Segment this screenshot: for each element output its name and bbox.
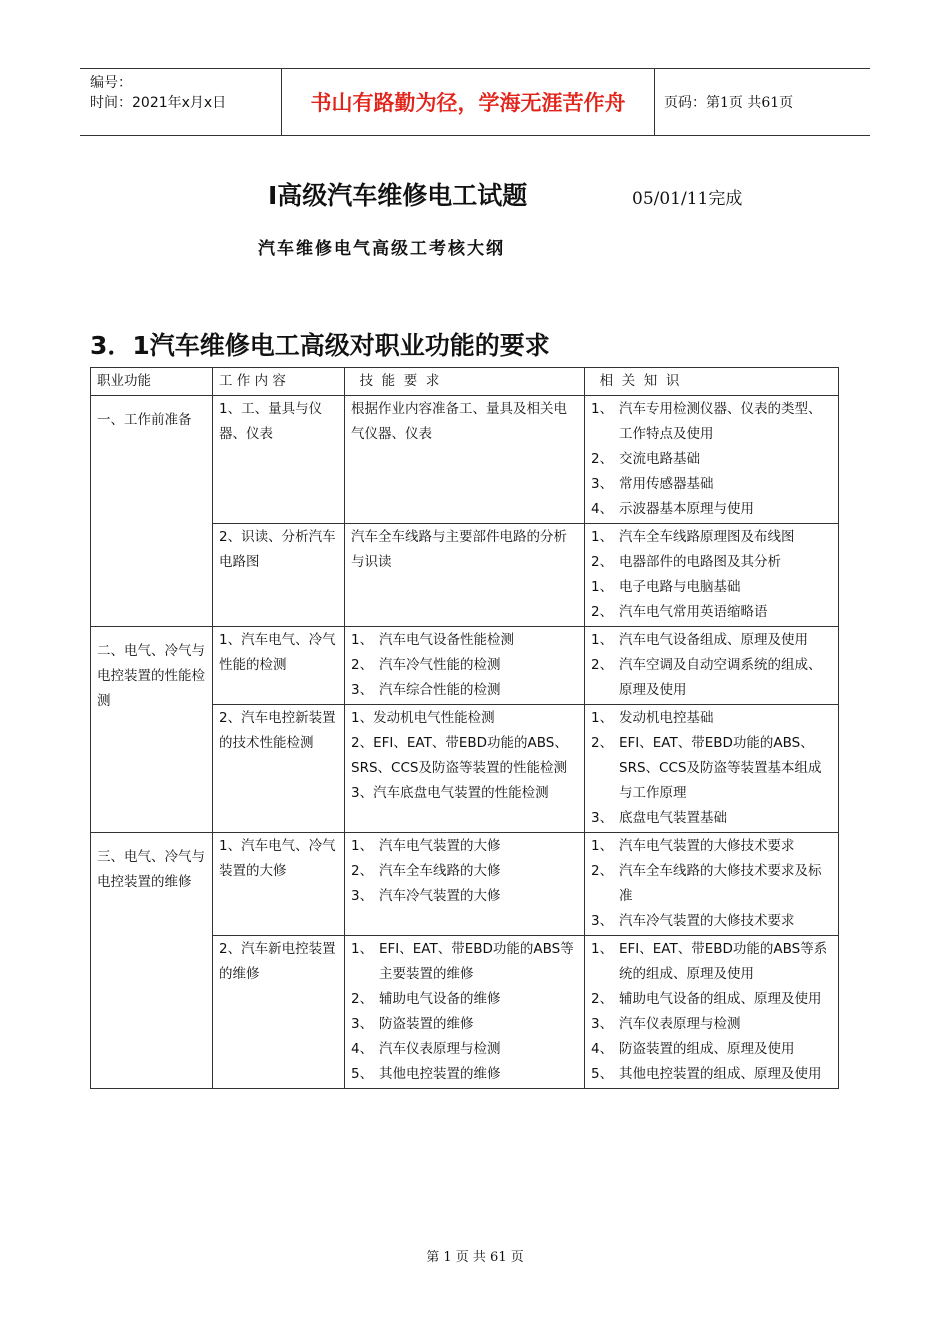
item-list [351, 525, 578, 575]
list-item [351, 706, 578, 731]
list-item [351, 678, 578, 703]
list-item [591, 600, 832, 625]
list-item [351, 1012, 578, 1037]
item-number: 1、 [591, 632, 614, 648]
item-number: 1、 [591, 401, 614, 417]
list-item [591, 706, 832, 731]
list-item [591, 859, 832, 909]
content-cell: 2、汽车新电控装置的维修 [213, 936, 345, 1089]
item-text: 电子电路与电脑基础 [619, 579, 741, 595]
item-text: 根据作业内容准备工、量具及相关电气仪器、仪表 [351, 401, 567, 442]
item-text: 汽车全车线路的大修 [379, 863, 501, 879]
column-header: 技 能 要 求 [345, 368, 585, 396]
header-divider [654, 69, 655, 135]
item-text: 示波器基本原理与使用 [619, 501, 754, 517]
item-number: 1、 [591, 579, 614, 595]
item-text: 汽车电气设备组成、原理及使用 [619, 632, 808, 648]
item-number: 2、 [591, 451, 614, 467]
list-item [591, 937, 832, 987]
header-page-info: 页码：第1页 共61页 [664, 95, 794, 111]
content-cell: 2、汽车电控新装置的技术性能检测 [213, 705, 345, 833]
list-item [591, 909, 832, 934]
list-item [591, 653, 832, 703]
list-item [351, 859, 578, 884]
item-text: 防盗装置的组成、原理及使用 [619, 1041, 795, 1057]
item-text: EFI、EAT、带EBD功能的ABS、SRS、CCS及防盗等装置基本组成与工作原理 [619, 735, 822, 801]
item-text: 其他电控装置的维修 [379, 1066, 501, 1082]
item-number: 3、 [591, 913, 614, 929]
item-text: 汽车电气设备性能检测 [379, 632, 514, 648]
item-number: 2、 [591, 991, 614, 1007]
item-text: 交流电路基础 [619, 451, 700, 467]
item-number: 2、 [591, 735, 614, 751]
item-text: 汽车冷气性能的检测 [379, 657, 501, 673]
item-number: 1、 [591, 710, 614, 726]
list-item [591, 834, 832, 859]
document-subtitle: 汽车维修电气高级工考核大纲 [258, 239, 505, 259]
item-number: 1、 [591, 941, 614, 957]
item-list [591, 525, 832, 625]
item-text: 辅助电气设备的维修 [379, 991, 501, 1007]
list-item [351, 937, 578, 987]
item-list [351, 706, 578, 806]
content-cell: 1、工、量具与仪器、仪表 [213, 396, 345, 524]
function-cell [91, 627, 213, 833]
skills-cell [345, 524, 585, 627]
skills-cell [345, 833, 585, 936]
header-motto: 书山有路勤为径，学海无涯苦作舟 [310, 91, 626, 115]
item-number: 2、 [591, 554, 614, 570]
title-date: 05/01/11完成 [632, 189, 743, 209]
list-item [351, 1037, 578, 1062]
list-item [591, 987, 832, 1012]
function-cell [91, 396, 213, 627]
list-item [591, 397, 832, 447]
list-item [591, 1012, 832, 1037]
number-label: 编号： [90, 75, 132, 91]
list-item [351, 525, 578, 575]
knowledge-cell [585, 833, 839, 936]
item-number: 2、 [351, 991, 374, 1007]
item-list [591, 706, 832, 831]
list-item [351, 834, 578, 859]
function-cell [91, 833, 213, 1089]
item-text: 其他电控装置的组成、原理及使用 [619, 1066, 822, 1082]
list-item [351, 884, 578, 909]
item-number: 3、 [591, 810, 614, 826]
knowledge-cell [585, 627, 839, 705]
item-text: 电器部件的电路图及其分析 [619, 554, 781, 570]
column-header: 相 关 知 识 [585, 368, 839, 396]
list-item [591, 447, 832, 472]
list-item [351, 731, 578, 781]
item-number: 3、 [351, 1016, 374, 1032]
list-item [591, 1062, 832, 1087]
item-number: 1、 [591, 529, 614, 545]
list-item [351, 987, 578, 1012]
item-text: 1、发动机电气性能检测 [351, 710, 495, 726]
list-item [591, 472, 832, 497]
knowledge-cell [585, 705, 839, 833]
list-item [591, 497, 832, 522]
skills-cell [345, 705, 585, 833]
item-list [351, 834, 578, 909]
item-text: 汽车电气装置的大修技术要求 [619, 838, 795, 854]
item-list [351, 937, 578, 1087]
list-item [351, 653, 578, 678]
item-text: 汽车仪表原理与检测 [379, 1041, 501, 1057]
list-item [591, 628, 832, 653]
item-text: 3、汽车底盘电气装置的性能检测 [351, 785, 549, 801]
page-footer: 第 1 页 共 61 页 [426, 1250, 524, 1265]
item-text: 汽车电气装置的大修 [379, 838, 501, 854]
table-row [91, 396, 839, 524]
item-text: 常用传感器基础 [619, 476, 714, 492]
header-meta [90, 73, 280, 113]
item-text: 汽车综合性能的检测 [379, 682, 501, 698]
item-text: 汽车仪表原理与检测 [619, 1016, 741, 1032]
list-item [591, 525, 832, 550]
item-text: 防盗装置的维修 [379, 1016, 474, 1032]
content-cell: 1、汽车电气、冷气性能的检测 [213, 627, 345, 705]
item-number: 1、 [591, 838, 614, 854]
list-item [351, 781, 578, 806]
item-list [591, 834, 832, 934]
skills-cell [345, 396, 585, 524]
table-row [91, 627, 839, 705]
column-header: 工 作 内 容 [213, 368, 345, 396]
item-number: 3、 [351, 682, 374, 698]
item-text: 汽车全车线路的大修技术要求及标准 [619, 863, 822, 904]
item-text: 底盘电气装置基础 [619, 810, 727, 826]
item-number: 2、 [591, 657, 614, 673]
item-text: 发动机电控基础 [619, 710, 714, 726]
item-number: 3、 [591, 1016, 614, 1032]
item-text: 汽车冷气装置的大修 [379, 888, 501, 904]
item-list [591, 628, 832, 703]
item-text: 汽车空调及自动空调系统的组成、原理及使用 [619, 657, 822, 698]
item-list [351, 397, 578, 447]
document-title: Ⅰ高级汽车维修电工试题 [268, 181, 528, 210]
function-text: 三、电气、冷气与电控装置的维修 [97, 849, 205, 890]
item-list [351, 628, 578, 703]
item-number: 1、 [351, 838, 374, 854]
item-text: 汽车专用检测仪器、仪表的类型、工作特点及使用 [619, 401, 822, 442]
list-item [591, 1037, 832, 1062]
time-label: 时间：2021年x月x日 [90, 95, 227, 111]
item-number: 2、 [591, 604, 614, 620]
list-item [591, 731, 832, 806]
list-item [591, 575, 832, 600]
item-text: 2、EFI、EAT、带EBD功能的ABS、SRS、CCS及防盗等装置的性能检测 [351, 735, 568, 776]
skills-cell [345, 936, 585, 1089]
item-text: EFI、EAT、带EBD功能的ABS等系统的组成、原理及使用 [619, 941, 828, 982]
item-number: 4、 [591, 1041, 614, 1057]
item-text: 汽车电气常用英语缩略语 [619, 604, 768, 620]
header-divider [281, 69, 282, 135]
item-text: 汽车全车线路与主要部件电路的分析与识读 [351, 529, 567, 570]
item-text: 汽车全车线路原理图及布线图 [619, 529, 795, 545]
knowledge-cell [585, 936, 839, 1089]
column-header: 职业功能 [91, 368, 213, 396]
list-item [591, 550, 832, 575]
item-number: 5、 [591, 1066, 614, 1082]
list-item [351, 628, 578, 653]
function-text: 二、电气、冷气与电控装置的性能检测 [97, 643, 205, 709]
item-number: 4、 [351, 1041, 374, 1057]
function-text: 一、工作前准备 [97, 412, 192, 428]
item-number: 3、 [591, 476, 614, 492]
item-number: 2、 [351, 863, 374, 879]
item-list [591, 937, 832, 1087]
item-number: 4、 [591, 501, 614, 517]
page-header [80, 68, 870, 136]
content-cell: 1、汽车电气、冷气装置的大修 [213, 833, 345, 936]
table-row [91, 833, 839, 936]
knowledge-cell [585, 396, 839, 524]
item-number: 1、 [351, 941, 374, 957]
content-cell: 2、识读、分析汽车电路图 [213, 524, 345, 627]
item-text: EFI、EAT、带EBD功能的ABS等主要装置的维修 [379, 941, 574, 982]
knowledge-cell [585, 524, 839, 627]
item-number: 5、 [351, 1066, 374, 1082]
requirements-table [90, 367, 839, 1089]
skills-cell [345, 627, 585, 705]
item-number: 2、 [351, 657, 374, 673]
section-heading: 3．1汽车维修电工高级对职业功能的要求 [90, 331, 550, 360]
item-number: 2、 [591, 863, 614, 879]
list-item [591, 806, 832, 831]
item-text: 汽车冷气装置的大修技术要求 [619, 913, 795, 929]
list-item [351, 397, 578, 447]
table-header-row [91, 368, 839, 396]
item-text: 辅助电气设备的组成、原理及使用 [619, 991, 822, 1007]
item-list [591, 397, 832, 522]
item-number: 3、 [351, 888, 374, 904]
list-item [351, 1062, 578, 1087]
item-number: 1、 [351, 632, 374, 648]
